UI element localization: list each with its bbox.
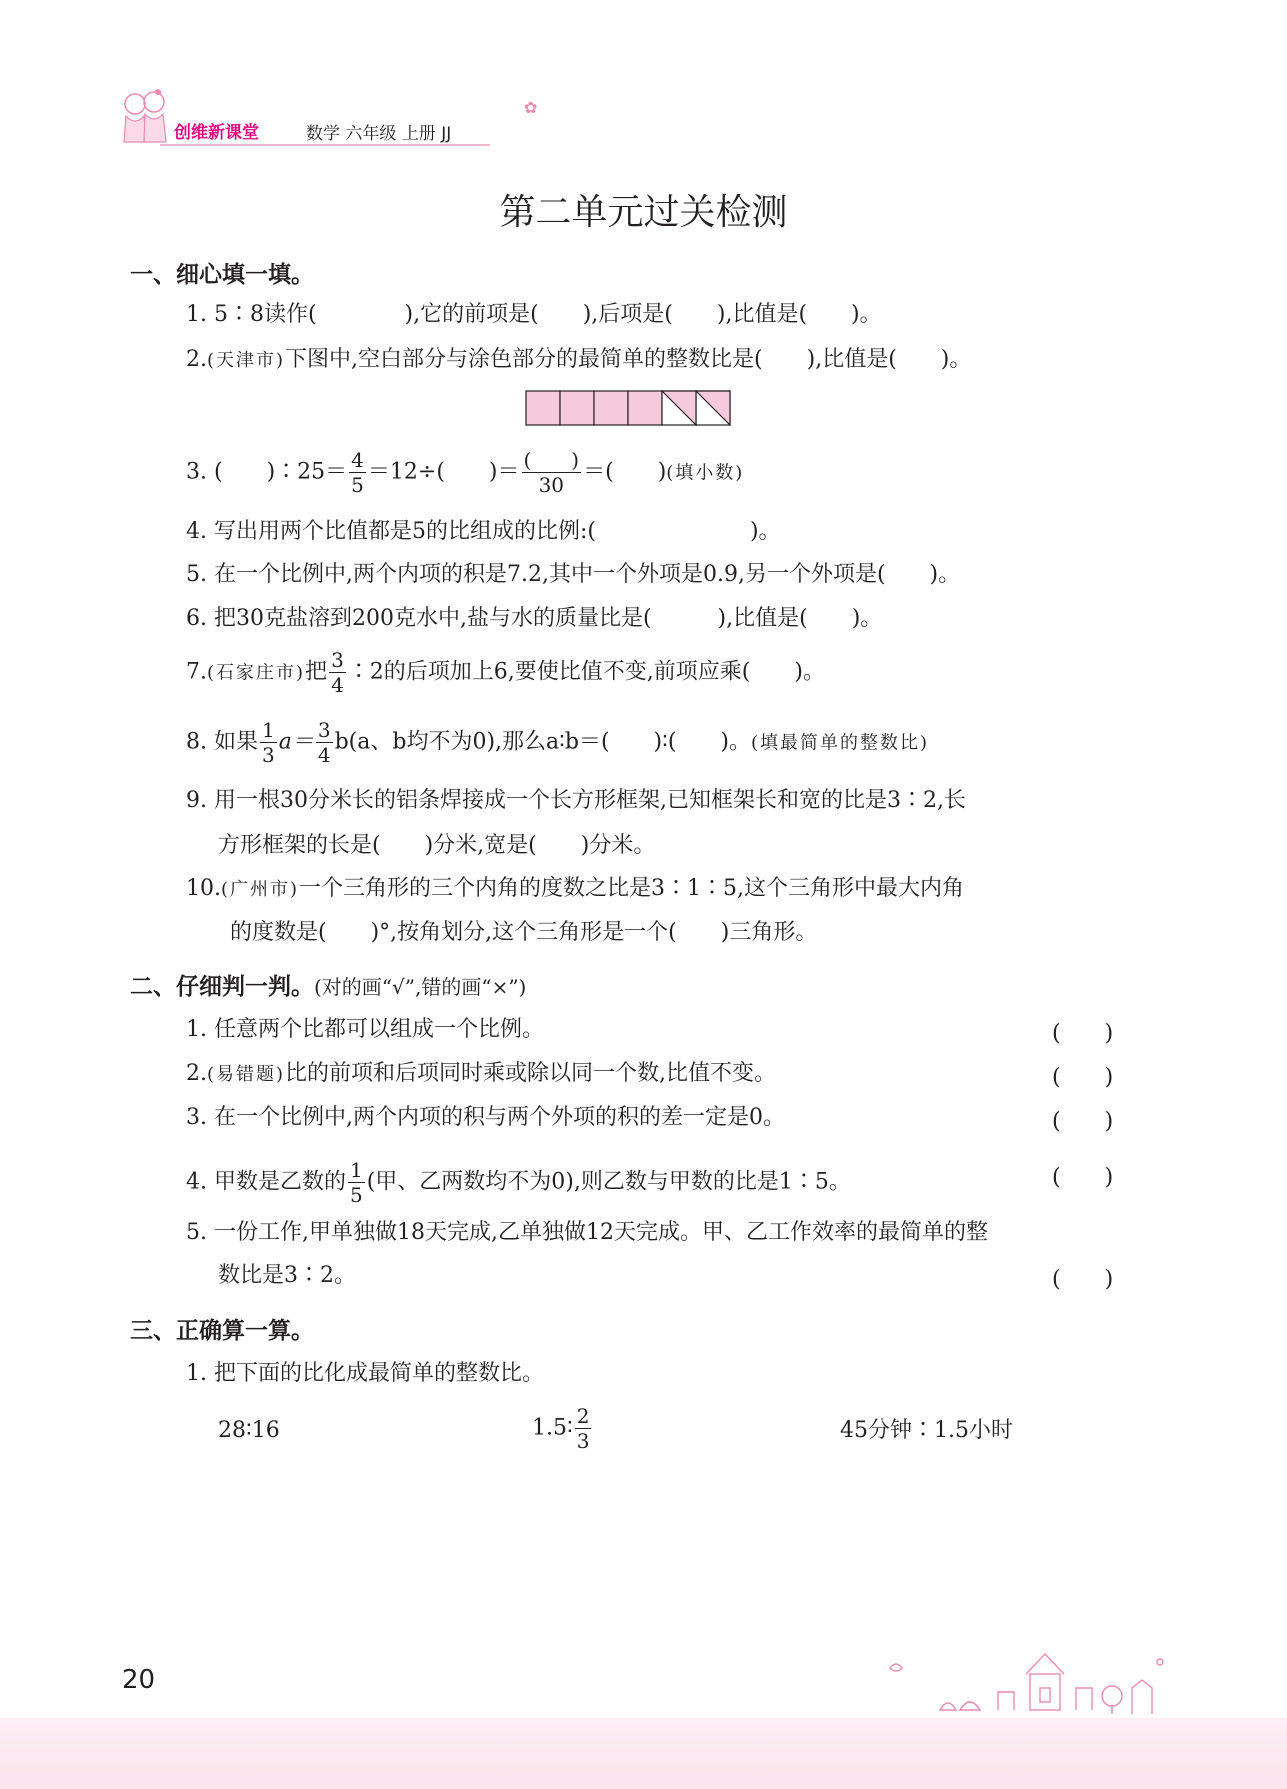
bird-icon: ✿ — [524, 98, 538, 117]
denominator: 30 — [538, 473, 565, 497]
q8-note: (填最简单的整数比) — [751, 732, 930, 754]
denominator: 5 — [351, 473, 364, 497]
q4-part-b: (甲、乙两数均不为0),则乙数与甲数的比是1∶5。 — [366, 1169, 851, 1195]
question-number: 7. — [186, 659, 207, 685]
header-subject — [306, 119, 451, 144]
numerator: 2 — [576, 1404, 590, 1428]
q8-part-c: b(a、b均不为0),那么a∶b＝( )∶( )。 — [334, 729, 751, 755]
judge-4 — [186, 1158, 851, 1207]
question-1-3 — [186, 448, 744, 504]
denominator: 3 — [576, 1429, 590, 1453]
question-number: 2. — [186, 347, 207, 372]
shaded-cell — [526, 391, 560, 425]
question-number: 10. — [186, 876, 221, 901]
q3-part-c: ＝( ) — [583, 459, 667, 485]
numerator: 3 — [331, 648, 344, 672]
section-2-title: 二、仔细判一判。 — [130, 974, 314, 1000]
calc-1-expr-2 — [532, 1404, 593, 1453]
header-grade-label: 六年级 — [345, 124, 397, 144]
fraction — [348, 1158, 365, 1207]
q8-part-b: a＝ — [278, 729, 314, 755]
header-divider — [160, 144, 490, 146]
numerator: 4 — [351, 448, 364, 472]
shaded-cell — [560, 391, 594, 425]
question-1-9-line-1: 9. 用一根30分米长的铝条焊接成一个长方形框架,已知框架长和宽的比是3∶2,长 — [186, 788, 966, 813]
question-1-7 — [186, 648, 825, 697]
question-text: 比的前项和后项同时乘或除以同一个数,比值不变。 — [285, 1061, 777, 1086]
header-subject-label: 数学 — [306, 124, 340, 144]
q7-part-a: 把 — [305, 659, 328, 685]
header-edition-label: JJ — [441, 124, 452, 144]
judge-3: 3. 在一个比例中,两个内项的积与两个外项的积的差一定是0。 — [186, 1105, 785, 1130]
judge-5-line-1: 5. 一份工作,甲单独做18天完成,乙单独做12天完成。甲、乙工作效率的最简单的整 — [186, 1220, 988, 1245]
question-1-6: 6. 把30克盐溶到200克水中,盐与水的质量比是( ),比值是( )。 — [186, 606, 883, 631]
denominator: 5 — [349, 1183, 363, 1207]
question-1-10-line-2: 的度数是( )°,按角划分,这个三角形是一个( )三角形。 — [230, 920, 818, 945]
ratio-figure — [525, 390, 735, 430]
question-1-10-line-1 — [186, 874, 964, 905]
question-number: 2. — [186, 1061, 207, 1086]
fraction — [575, 1404, 592, 1453]
question-1-5: 5. 在一个比例中,两个内项的积是7.2,其中一个外项是0.9,另一个外项是( )。 — [186, 562, 961, 587]
numerator: 3 — [317, 718, 331, 742]
answer-paren-5: ( ) — [1052, 1267, 1114, 1292]
calc-1: 1. 把下面的比化成最简单的整数比。 — [186, 1361, 544, 1386]
answer-paren-2: ( ) — [1052, 1065, 1114, 1090]
denominator: 3 — [261, 743, 275, 767]
source-tag: (天津市) — [207, 350, 286, 371]
shaded-cell — [628, 391, 662, 425]
q3-part-b: ＝12÷( )＝ — [367, 459, 520, 485]
answer-paren-3: ( ) — [1052, 1109, 1114, 1134]
judge-1: 1. 任意两个比都可以组成一个比例。 — [186, 1017, 544, 1042]
page-title: 第二单元过关检测 — [499, 192, 788, 233]
denominator: 4 — [317, 743, 331, 767]
shaded-cell — [594, 391, 628, 425]
page-number: 20 — [122, 1665, 156, 1695]
question-1-1: 1. 5∶8读作( ),它的前项是( ),后项是( ),比值是( )。 — [186, 302, 882, 327]
expr-2-part-a: 1.5∶ — [532, 1415, 573, 1441]
numerator: ( ) — [523, 448, 580, 472]
section-2-heading — [130, 971, 526, 1003]
section-1-heading: 一、细心填一填。 — [130, 262, 314, 288]
fraction — [316, 718, 333, 767]
fraction — [522, 448, 582, 497]
answer-paren-1: ( ) — [1052, 1021, 1114, 1046]
numerator: 1 — [349, 1158, 363, 1182]
fraction — [349, 448, 366, 497]
question-1-2 — [186, 345, 971, 376]
brand-label: 创维新课堂 — [174, 123, 259, 143]
header-illustration — [118, 86, 170, 152]
calc-1-expr-1: 28∶16 — [218, 1418, 280, 1443]
question-text: 一个三角形的三个内角的度数之比是3∶1∶5,这个三角形中最大内角 — [299, 876, 965, 901]
section-2-note: (对的画“√”,错的画“×”) — [314, 975, 527, 999]
castle-illustration — [880, 1648, 1170, 1722]
q3-note: (填小数) — [666, 462, 745, 484]
judge-5-line-2: 数比是3∶2。 — [218, 1263, 356, 1288]
q7-part-b: ∶2的后项加上6,要使比值不变,前项应乘( )。 — [347, 659, 825, 685]
source-tag: (广州市) — [221, 879, 300, 900]
q8-part-a: 8. 如果 — [186, 729, 258, 755]
fraction — [329, 648, 346, 697]
judge-2 — [186, 1059, 776, 1090]
fraction — [260, 718, 277, 767]
source-tag: (易错题) — [207, 1064, 286, 1085]
question-1-8 — [186, 718, 929, 767]
question-1-4: 4. 写出用两个比值都是5的比组成的比例:( )。 — [186, 519, 781, 544]
denominator: 4 — [331, 673, 344, 697]
numerator: 1 — [261, 718, 275, 742]
source-tag: (石家庄市) — [207, 662, 306, 684]
calc-1-expr-3: 45分钟∶1.5小时 — [840, 1418, 1013, 1443]
q4-part-a: 4. 甲数是乙数的 — [186, 1169, 346, 1195]
section-3-heading: 三、正确算一算。 — [130, 1318, 314, 1344]
answer-paren-4: ( ) — [1052, 1165, 1114, 1190]
q3-part-a: 3. ( )∶25＝ — [186, 459, 348, 485]
header-volume-label: 上册 — [401, 124, 436, 144]
question-1-9-line-2: 方形框架的长是( )分米,宽是( )分米。 — [218, 833, 656, 858]
footer-band — [0, 1718, 1287, 1789]
question-text: 下图中,空白部分与涂色部分的最简单的整数比是( ),比值是( )。 — [285, 347, 972, 372]
